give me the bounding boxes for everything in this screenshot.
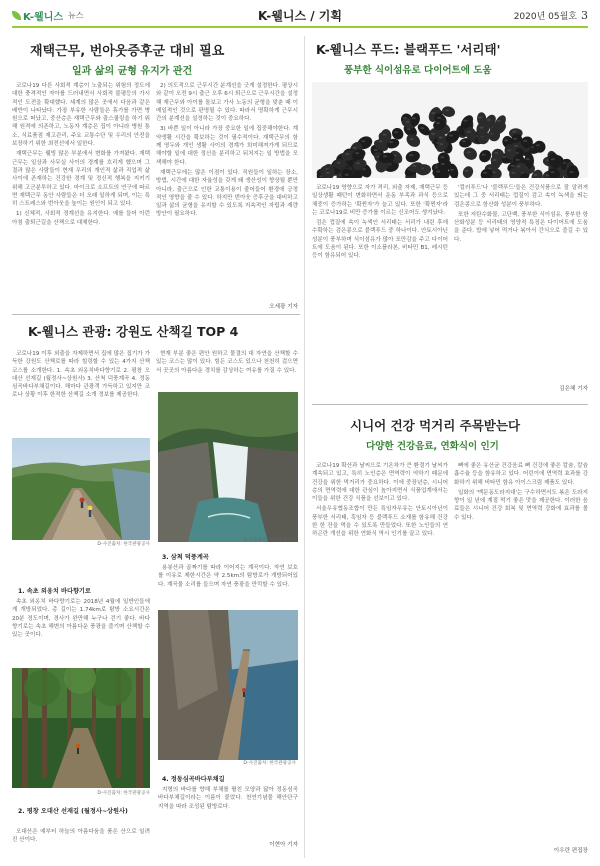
article4-column-2 [454,462,588,842]
article1-paragraph: 코로나19 다른 사회적 계층이 노출되는 위험의 정도에 대한 충격적인 자아를 드러내면서 사회적 불평등의 가시적인 도전을 확대했다. 세계의 많은 곳에서 다음과 같은 배반이 나타났다. 가장 부유한 사람들은 휴가를 가면 병원으로 떠났고, 중산층은 재택근무와 출스쿨링을 하기 위해 원격에 의존하고, 노동자 계층은 집이 아니라 병원 통소, 식료품점 재고관리, 주요 교통수단 및 우리의 안전을 보장하기 위한 최전선에서 일한다. [12,83,150,148]
article1-headline: 재택근무, 번아웃증후군 대비 필요 [30,44,225,59]
place3-paragraph: 용봉산과 골짜기를 따라 이어지는 계곡이다. 자연 보호를 이유로 제한시간은 약 2.5km의 탐방로가 개방되어있다. 계곡물 소리를 들으며 자연 풍광을 만끽할 수 있다. [158,565,298,588]
column-divider [304,36,305,858]
article3-subhead: 풍부한 식이섬유로 다이어트에 도움 [344,65,492,76]
logo-text: K-웰니스 [23,12,64,23]
waterfall-photo [158,392,298,542]
divider [312,404,588,405]
article2-byline: 이현아 기자 [269,842,298,848]
place2-text [12,828,150,854]
article1-column-1 [12,82,150,312]
article3-paragraph: 검은 껍질에 속이 녹색인 서리태는 서리가 내린 후에 수확하는 검은콩으로 블랙푸드 중 하나이다. 안토시아닌 성분이 풍부하며 식이섬유가 많아 포만감을 주고 다이어트에 도움이 된다. 또한 이소플라본, 비타민 B1, 레시틴 등이 함유되어 있다. [312,220,448,260]
article4-column-1 [312,462,448,856]
black-beans-photo [312,82,588,178]
place2-title: 2. 평창 오대산 선재길 (월정사~상원사) [18,808,128,815]
waterfall-photo-credit: D-사진출처: 한국관광공사 [243,538,296,543]
article2-intro-text-2: 현재 부분 좋은 편안 원하고 물결의 대 자연을 산책할 수 있는 코스는 많이 있다. 힘든 코스도 있으나 천천히 걸으면서 곳곳의 아름다운 경치를 감상하는 여유를 가질 수 있다. [156,351,298,374]
article3-column-1 [312,184,448,390]
masthead [12,6,588,28]
article2-intro [12,350,150,434]
article3-byline: 김은혜 기자 [559,386,588,392]
place1-paragraph: 속초 외옹치 바다향기로는 2018년 4월에 일반인들에게 개방되었다. 총 길이는 1.74km로 탐방 소요시간은 20분 정도이며, 경사가 완만해 누구나 걷기 좋다. 바다 향기로는 속초 해변의 아름다운 풍광을 즐기며 산책할 수 있는 곳이다. [12,599,150,639]
article4-subhead: 다양한 건강음료, 연화식이 인기 [366,441,499,452]
place1-text [12,598,150,668]
article1-paragraph: 2) 의도적으로 근무시간 분계선을 긋게 설정한다. 평상시와 같이 오전 9시 출근 오후 6시 퇴근으로 근무시간을 설정해 재근무와 아이를 돌보고 가사 노동의 균형을 맞춘 때 이메일적인 것으로 판명될 수 있다. 따라서 명확하게 근무시간의 분계선을 설정하는 것이 중요하다. [156,83,298,123]
section-title: K-웰니스 / 기획 [258,9,342,23]
article1-column-2 [156,82,298,302]
article1-paragraph: 재택근무는 웰빙 많은 부분에서 변화를 가져왔다. 재택근무는 일상과 사무실 사이의 경계를 흐리게 했으며 그 결과 많은 사람들이 현재 우리의 개인적 삶과 직업적 삶 사이에 존재하는 건강한 경계 및 정신적 행복을 지키기 위해 고군분투하고 있다. 마이크로 소프트의 연구에 따르면 재택근무 동안 사람들은 더 오래 일하게 되며, 이는 특히 스트레스와 번아웃을 높이는 원인이 되고 있다. [12,151,150,208]
article2-headline: K-웰니스 관광: 강원도 산책길 TOP 4 [28,324,239,339]
article1-paragraph: 3) 바쁜 일이 아니라 가장 중요한 일에 집중해야한다. 계약생활 시간을 확보하는 것이 필수적이다. 재택근무의 함께 영두와 개인 생활 사이의 경계가 희미해져가게 되므로 해야할 일에 대한 정신을 분리하고 뒤처지는 일 방법을 모색해야 한다. [156,126,298,166]
page-number: 3 [581,9,588,22]
article1-subhead: 일과 삶의 균형 유지가 관건 [72,66,193,77]
article4-paragraph: 일화의 '맥문동도라지대'는 구수하면서도 볶은 도라지향이 일 년에 계절 먹기 좋은 맛을 제공한다. 이러한 음료들은 시니어 건강 회복 및 면역력 강화에 효과를 볼 수 있다. [454,489,588,521]
place4-text [158,786,298,838]
place4-title: 4. 정동심곡바다부채길 [162,776,225,783]
logo-suffix: 뉴스 [68,11,84,20]
place2-paragraph: 오대산은 예부터 하늘의 아름다움을 품은 산으로 일려진 산이다. [12,829,150,844]
article4-headline: 시니어 건강 먹거리 주목받는다 [350,418,521,433]
place3-title: 3. 삼척 덕풍계곡 [162,554,209,561]
article4-byline: 이우란 편집장 [553,848,588,854]
place4-paragraph: 지형의 바다를 향해 부채를 펼친 모양과 닮아 정동심곡바다부채길이라는 이름이 붙었다. 천연기념물 해안단구 지역을 따라 조성된 탐방로다. [158,787,298,810]
cliff-photo-credit: D-사진출처: 한국관광공사 [243,761,296,766]
article4-paragraph: 뼈에 좋은 유산균 건강음료 뼈 건강에 좋은 칼슘, 칼슘흡수율 등을 함유하고 있다. 어린이에 면역력 효과를 강화하기 위해 비타민 함유 아이스크림 제품도 있다. [454,463,588,486]
article2-intro-text: 코로나19 이후 외출을 자제하면서 집에 많은 집기가 가득한 강원도 산책로를 따라 힐링할 수 있는 4가지 산책 코스를 소개한다. 1. 속초 외옹치바다향기로 2. 평창 오대산 선재길 (월정사~상원사) 3. 산척 덕풍계곡 4. 정동심곡바다부채길이다. 해마다 관광객 가득하고 있지만 코로나 상황 이후 한적한 산책길 소개 정보를 제공한다. [12,351,150,399]
article4-paragraph: 코로나19 확산과 날씨으로 기온차가 큰 환절기 날씨가 계속되고 있고, 특히 노인층은 면역력이 약하기 때문에 건강을 위한 먹거리가 중요하다. 이에 중장년층, 시니어층의 면역력에 대한 관심이 높아지면서 식품업계에서는 이들을 위한 건강 식품을 선보이고 있다. [312,463,448,503]
article1-paragraph: 1) 신체적, 사회적 경계선을 유지한다. 예를 들어 이런 아침 출퇴근길을 산책으로 대체한다. [12,211,150,226]
issue-date [514,9,588,22]
issue-date-text: 2020년 05월호 [513,12,577,22]
article1-paragraph: 재택근무에는 많은 이점이 있다. 직원들이 일하는 장소, 방법, 시간에 대한 자율성을 갖게 돼 생산성이 향상될 뿐만 아니라, 출근으로 인한 교통이용이 줄어들어 환경에 긍정적인 영향을 줄 수 있다. 하지만 번아웃 증후군을 대비하고 일과 삶의 균형을 유지할 수 있도록 지속적인 자립과 재량 방안이 필요하다. [156,169,298,218]
coast-walkway-photo [12,438,150,540]
article3-paragraph: 또한 저탄수화물, 고단백, 풍부한 식이섬유, 풍부한 항산화성분 등 서리태의 영양적 특징은 다이어트에 도움을 준다. 밥에 넣어 먹거나 볶아서 간식으로 즐길 수 있다. [454,211,588,243]
article3-column-2 [454,184,588,384]
forest-photo-credit: D-사진출처: 한국관광공사 [97,791,150,796]
coast-photo-credit: D-사진출처: 한국관광공사 [97,542,150,547]
cliff-walkway-photo [158,610,298,760]
article3-paragraph: '컬러푸드'나 '블랙푸드'들은 건강식품으로 잘 알려져 있는데 그 중 서리태는 껍질이 검고 속이 녹색을 띄는 검은콩으로 항산화 성분이 풍부하다. [454,185,588,208]
article3-headline: K-웰니스 푸드: 블랙푸드 '서리태' [316,42,501,57]
divider [12,314,300,315]
article3-paragraph: 코로나19 영향으로 자가 격리, 외출 자제, 재택근무 등 일상생활 패턴이 변화하면서 운동 부족과 과식 등으로 체중이 증가하는 '확찐자'가 늘고 있다. 또한 '확찐자'라는 코로나19로 비만 증가를 이르는 신조어도 생겨났다. [312,185,448,216]
place1-title: 1. 속초 외옹치 바다향기로 [18,588,91,595]
article1-byline: 오세광 기자 [269,304,298,310]
forest-path-photo [12,668,150,788]
article4-paragraph: 서울우유협동조합이 만든 특임자우유는 안토시아닌이 풍부한 서리태, 흑임자 등 블랙푸드 소재를 함유해 건강한 한 잔을 먹을 수 있도록 만들었다. 또한 노인들의 연하곤란 개선을 위한 연화식 역시 인기를 끌고 있다. [312,506,448,538]
article2-intro-2 [156,350,298,390]
place3-text [158,564,298,608]
